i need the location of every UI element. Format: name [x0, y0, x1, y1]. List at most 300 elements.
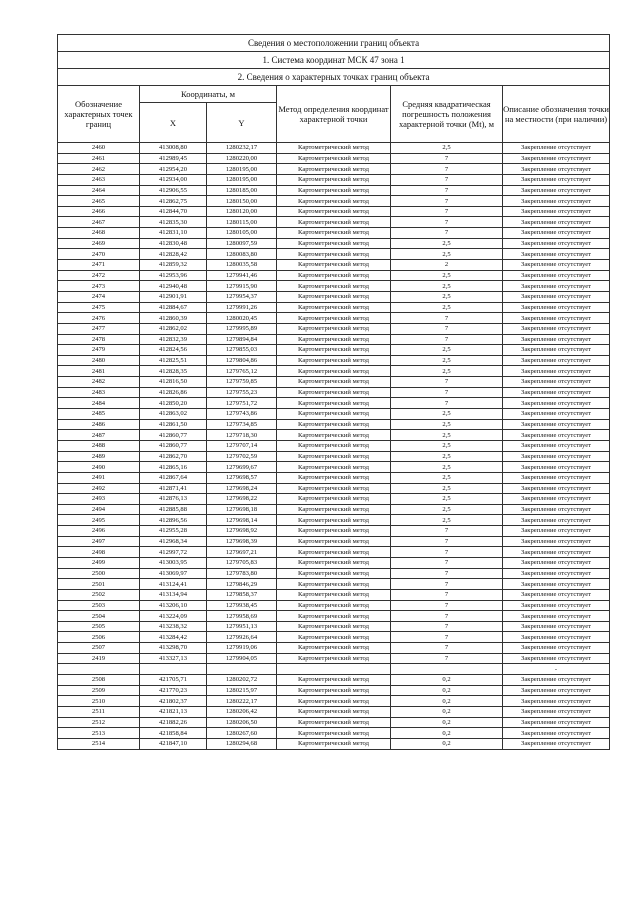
point-id-cell: 2513 [58, 728, 140, 739]
point-id-cell: 2481 [58, 366, 140, 377]
table-row [58, 494, 610, 505]
table-row [58, 217, 610, 228]
accuracy-cell: 2 [391, 260, 503, 271]
table-row [58, 430, 610, 441]
x-coordinate-cell: 421802,37 [140, 696, 207, 707]
x-coordinate-cell: 412968,34 [140, 536, 207, 547]
y-coordinate-cell: 1279941,46 [207, 270, 277, 281]
method-cell: Картометрический метод [277, 153, 391, 164]
point-id-cell: 2488 [58, 440, 140, 451]
accuracy-cell: 7 [391, 643, 503, 654]
accuracy-cell: 2,5 [391, 440, 503, 451]
point-id-cell: 2490 [58, 462, 140, 473]
y-coordinate-cell: 1280202,72 [207, 675, 277, 686]
x-coordinate-cell: 412906,55 [140, 185, 207, 196]
description-cell: Закрепление отсутствует [503, 217, 610, 228]
point-id-cell: 2483 [58, 387, 140, 398]
method-cell: Картометрический метод [277, 281, 391, 292]
x-coordinate-cell: 412861,50 [140, 419, 207, 430]
method-cell: Картометрический метод [277, 355, 391, 366]
description-cell: Закрепление отсутствует [503, 440, 610, 451]
table-row [58, 526, 610, 537]
table-row [58, 621, 610, 632]
point-id-cell: 2491 [58, 472, 140, 483]
table-row [58, 366, 610, 377]
accuracy-cell: 7 [391, 653, 503, 664]
method-cell: Картометрический метод [277, 472, 391, 483]
method-cell: Картометрический метод [277, 185, 391, 196]
description-cell: Закрепление отсутствует [503, 462, 610, 473]
x-coordinate-cell: 412860,77 [140, 440, 207, 451]
description-cell: Закрепление отсутствует [503, 504, 610, 515]
description-cell: Закрепление отсутствует [503, 728, 610, 739]
y-coordinate-cell: 1279697,21 [207, 547, 277, 558]
table-row [58, 664, 610, 675]
table-row [58, 504, 610, 515]
x-coordinate-cell: 413134,94 [140, 589, 207, 600]
method-cell: Картометрический метод [277, 515, 391, 526]
description-cell: Закрепление отсутствует [503, 260, 610, 271]
x-coordinate-cell: 421821,13 [140, 706, 207, 717]
x-coordinate-cell: 412826,86 [140, 387, 207, 398]
y-coordinate-cell: 1280220,00 [207, 153, 277, 164]
y-coordinate-cell [207, 664, 277, 675]
table-row [58, 206, 610, 217]
point-id-cell: 2476 [58, 313, 140, 324]
method-cell: Картометрический метод [277, 717, 391, 728]
table-row [58, 409, 610, 420]
description-cell: Закрепление отсутствует [503, 334, 610, 345]
table-row [58, 515, 610, 526]
method-cell: Картометрический метод [277, 366, 391, 377]
y-coordinate-cell: 1280120,00 [207, 206, 277, 217]
y-coordinate-cell: 1279765,12 [207, 366, 277, 377]
description-cell: Закрепление отсутствует [503, 536, 610, 547]
header-description: Описание обозначения точки на местности (при наличии) [503, 86, 610, 143]
method-cell: Картометрический метод [277, 494, 391, 505]
y-coordinate-cell: 1279951,13 [207, 621, 277, 632]
method-cell: Картометрический метод [277, 440, 391, 451]
description-cell: Закрепление отсутствует [503, 706, 610, 717]
y-coordinate-cell: 1279904,05 [207, 653, 277, 664]
y-coordinate-cell: 1279734,85 [207, 419, 277, 430]
x-coordinate-cell: 413124,41 [140, 579, 207, 590]
x-coordinate-cell: 412830,48 [140, 238, 207, 249]
x-coordinate-cell: 412884,67 [140, 302, 207, 313]
method-cell: Картометрический метод [277, 653, 391, 664]
description-cell: Закрепление отсутствует [503, 143, 610, 154]
accuracy-cell: 0,2 [391, 738, 503, 749]
y-coordinate-cell: 1279958,69 [207, 611, 277, 622]
accuracy-cell: 2,5 [391, 345, 503, 356]
point-id-cell: 2498 [58, 547, 140, 558]
table-row [58, 345, 610, 356]
point-id-cell: 2463 [58, 174, 140, 185]
method-cell: Картометрический метод [277, 579, 391, 590]
table-body [58, 143, 610, 750]
y-coordinate-cell: 1280232,17 [207, 143, 277, 154]
y-coordinate-cell: 1280294,68 [207, 738, 277, 749]
x-coordinate-cell: 412953,96 [140, 270, 207, 281]
y-coordinate-cell: 1279926,64 [207, 632, 277, 643]
accuracy-cell: 7 [391, 536, 503, 547]
point-id-cell: 2487 [58, 430, 140, 441]
method-cell: Картометрический метод [277, 217, 391, 228]
x-coordinate-cell: 412862,02 [140, 323, 207, 334]
x-coordinate-cell: 412862,70 [140, 451, 207, 462]
x-coordinate-cell: 412828,35 [140, 366, 207, 377]
accuracy-cell: 2,5 [391, 451, 503, 462]
x-coordinate-cell: 413284,42 [140, 632, 207, 643]
x-coordinate-cell: 412844,70 [140, 206, 207, 217]
accuracy-cell: 2,5 [391, 238, 503, 249]
description-cell: Закрепление отсутствует [503, 323, 610, 334]
point-id-cell: 2503 [58, 600, 140, 611]
accuracy-cell: 7 [391, 611, 503, 622]
accuracy-cell: 7 [391, 377, 503, 388]
description-cell: Закрепление отсутствует [503, 153, 610, 164]
x-coordinate-cell: 412828,42 [140, 249, 207, 260]
description-cell: Закрепление отсутствует [503, 472, 610, 483]
y-coordinate-cell: 1279702,59 [207, 451, 277, 462]
y-coordinate-cell: 1280195,00 [207, 164, 277, 175]
y-coordinate-cell: 1279858,37 [207, 589, 277, 600]
accuracy-cell: 0,2 [391, 717, 503, 728]
table-row [58, 174, 610, 185]
method-cell: Картометрический метод [277, 706, 391, 717]
method-cell: Картометрический метод [277, 451, 391, 462]
x-coordinate-cell: 412863,02 [140, 409, 207, 420]
y-coordinate-cell: 1280020,45 [207, 313, 277, 324]
method-cell: Картометрический метод [277, 409, 391, 420]
accuracy-cell: 7 [391, 196, 503, 207]
point-id-cell: 2474 [58, 291, 140, 302]
description-cell: Закрепление отсутствует [503, 302, 610, 313]
point-id-cell: 2482 [58, 377, 140, 388]
description-cell: Закрепление отсутствует [503, 387, 610, 398]
accuracy-cell: 0,2 [391, 685, 503, 696]
point-id-cell: 2501 [58, 579, 140, 590]
coordinate-system-title: 1. Система координат МСК 47 зона 1 [58, 52, 610, 69]
method-cell: Картометрический метод [277, 249, 391, 260]
table-row [58, 355, 610, 366]
point-id-cell: 2500 [58, 568, 140, 579]
description-cell: Закрепление отсутствует [503, 228, 610, 239]
x-coordinate-cell: 412954,20 [140, 164, 207, 175]
x-coordinate-cell: 412989,45 [140, 153, 207, 164]
description-cell: Закрепление отсутствует [503, 174, 610, 185]
accuracy-cell: 7 [391, 621, 503, 632]
y-coordinate-cell: 1280105,00 [207, 228, 277, 239]
table-row [58, 472, 610, 483]
table-row [58, 547, 610, 558]
table-row [58, 462, 610, 473]
description-cell: Закрепление отсутствует [503, 419, 610, 430]
table-row [58, 281, 610, 292]
header-accuracy: Средняя квадратическая погрешность положения характерной точки (Mt), м [391, 86, 503, 143]
description-cell: Закрепление отсутствует [503, 568, 610, 579]
point-id-cell: 2478 [58, 334, 140, 345]
table-row [58, 334, 610, 345]
method-cell: Картометрический метод [277, 568, 391, 579]
x-coordinate-cell: 412832,39 [140, 334, 207, 345]
point-id-cell: 2496 [58, 526, 140, 537]
y-coordinate-cell: 1279698,57 [207, 472, 277, 483]
point-id-cell: 2469 [58, 238, 140, 249]
accuracy-cell: 2,5 [391, 419, 503, 430]
table-row [58, 685, 610, 696]
point-id-cell [58, 664, 140, 675]
point-id-cell: 2504 [58, 611, 140, 622]
method-cell: Картометрический метод [277, 228, 391, 239]
accuracy-cell: 7 [391, 589, 503, 600]
description-cell: Закрепление отсутствует [503, 611, 610, 622]
method-cell: Картометрический метод [277, 504, 391, 515]
description-cell: Закрепление отсутствует [503, 185, 610, 196]
accuracy-cell [391, 664, 503, 675]
x-coordinate-cell: 412885,88 [140, 504, 207, 515]
point-id-cell: 2467 [58, 217, 140, 228]
y-coordinate-cell: 1279698,92 [207, 526, 277, 537]
method-cell: Картометрический метод [277, 611, 391, 622]
accuracy-cell: 7 [391, 526, 503, 537]
method-cell: Картометрический метод [277, 174, 391, 185]
x-coordinate-cell: 413206,10 [140, 600, 207, 611]
description-cell: Закрепление отсутствует [503, 270, 610, 281]
y-coordinate-cell: 1280083,80 [207, 249, 277, 260]
x-coordinate-cell: 412835,30 [140, 217, 207, 228]
description-cell: Закрепление отсутствует [503, 206, 610, 217]
method-cell: Картометрический метод [277, 419, 391, 430]
point-id-cell: 2499 [58, 557, 140, 568]
description-cell: Закрепление отсутствует [503, 494, 610, 505]
boundary-document [57, 34, 609, 750]
description-cell: Закрепление отсутствует [503, 345, 610, 356]
point-id-cell: 2510 [58, 696, 140, 707]
description-cell: - [503, 664, 610, 675]
y-coordinate-cell: 1279894,84 [207, 334, 277, 345]
boundary-points-table [57, 34, 610, 750]
table-row [58, 600, 610, 611]
method-cell: Картометрический метод [277, 398, 391, 409]
x-coordinate-cell: 412816,50 [140, 377, 207, 388]
description-cell: Закрепление отсутствует [503, 451, 610, 462]
description-cell: Закрепление отсутствует [503, 164, 610, 175]
table-row [58, 302, 610, 313]
method-cell: Картометрический метод [277, 323, 391, 334]
description-cell: Закрепление отсутствует [503, 355, 610, 366]
method-cell: Картометрический метод [277, 600, 391, 611]
x-coordinate-cell: 412896,56 [140, 515, 207, 526]
y-coordinate-cell: 1279783,80 [207, 568, 277, 579]
table-row [58, 291, 610, 302]
method-cell: Картометрический метод [277, 302, 391, 313]
point-id-cell: 2495 [58, 515, 140, 526]
table-row [58, 675, 610, 686]
accuracy-cell: 7 [391, 547, 503, 558]
point-id-cell: 2460 [58, 143, 140, 154]
x-coordinate-cell: 413238,32 [140, 621, 207, 632]
table-row [58, 440, 610, 451]
x-coordinate-cell: 421858,84 [140, 728, 207, 739]
method-cell: Картометрический метод [277, 685, 391, 696]
point-id-cell: 2471 [58, 260, 140, 271]
x-coordinate-cell: 412860,39 [140, 313, 207, 324]
header-y: Y [207, 103, 277, 143]
method-cell: Картометрический метод [277, 430, 391, 441]
accuracy-cell: 2,5 [391, 291, 503, 302]
point-id-cell: 2485 [58, 409, 140, 420]
table-row [58, 313, 610, 324]
x-coordinate-cell: 412876,13 [140, 494, 207, 505]
accuracy-cell: 7 [391, 557, 503, 568]
y-coordinate-cell: 1279718,30 [207, 430, 277, 441]
point-id-cell: 2461 [58, 153, 140, 164]
point-id-cell: 2419 [58, 653, 140, 664]
description-cell: Закрепление отсутствует [503, 696, 610, 707]
table-row [58, 568, 610, 579]
point-id-cell: 2505 [58, 621, 140, 632]
x-coordinate-cell: 412867,64 [140, 472, 207, 483]
accuracy-cell: 2,5 [391, 302, 503, 313]
method-cell: Картометрический метод [277, 206, 391, 217]
y-coordinate-cell: 1280185,00 [207, 185, 277, 196]
table-row [58, 164, 610, 175]
description-cell: Закрепление отсутствует [503, 291, 610, 302]
y-coordinate-cell: 1279938,45 [207, 600, 277, 611]
y-coordinate-cell: 1279698,39 [207, 536, 277, 547]
method-cell: Картометрический метод [277, 728, 391, 739]
accuracy-cell: 7 [391, 387, 503, 398]
x-coordinate-cell: 413224,09 [140, 611, 207, 622]
accuracy-cell: 7 [391, 398, 503, 409]
y-coordinate-cell: 1279759,85 [207, 377, 277, 388]
x-coordinate-cell: 412824,56 [140, 345, 207, 356]
accuracy-cell: 7 [391, 313, 503, 324]
table-row [58, 228, 610, 239]
point-id-cell: 2494 [58, 504, 140, 515]
point-id-cell: 2493 [58, 494, 140, 505]
method-cell: Картометрический метод [277, 632, 391, 643]
point-id-cell: 2475 [58, 302, 140, 313]
point-id-cell: 2511 [58, 706, 140, 717]
table-row [58, 611, 610, 622]
accuracy-cell: 2,5 [391, 366, 503, 377]
x-coordinate-cell: 421882,26 [140, 717, 207, 728]
description-cell: Закрепление отсутствует [503, 377, 610, 388]
table-row [58, 579, 610, 590]
point-id-cell: 2484 [58, 398, 140, 409]
accuracy-cell: 2,5 [391, 494, 503, 505]
description-cell: Закрепление отсутствует [503, 366, 610, 377]
x-coordinate-cell: 413003,95 [140, 557, 207, 568]
x-coordinate-cell: 412862,75 [140, 196, 207, 207]
y-coordinate-cell: 1280215,97 [207, 685, 277, 696]
description-cell: Закрепление отсутствует [503, 579, 610, 590]
table-row [58, 185, 610, 196]
accuracy-cell: 7 [391, 164, 503, 175]
accuracy-cell: 2,5 [391, 462, 503, 473]
x-coordinate-cell [140, 664, 207, 675]
x-coordinate-cell: 412865,16 [140, 462, 207, 473]
y-coordinate-cell: 1280097,59 [207, 238, 277, 249]
accuracy-cell: 0,2 [391, 706, 503, 717]
point-id-cell: 2468 [58, 228, 140, 239]
y-coordinate-cell: 1280115,00 [207, 217, 277, 228]
description-cell: Закрепление отсутствует [503, 249, 610, 260]
y-coordinate-cell: 1280206,42 [207, 706, 277, 717]
table-row [58, 717, 610, 728]
y-coordinate-cell: 1279707,14 [207, 440, 277, 451]
accuracy-cell: 7 [391, 153, 503, 164]
accuracy-cell: 2,5 [391, 483, 503, 494]
point-id-cell: 2473 [58, 281, 140, 292]
x-coordinate-cell: 412859,32 [140, 260, 207, 271]
x-coordinate-cell: 421770,23 [140, 685, 207, 696]
x-coordinate-cell: 413008,80 [140, 143, 207, 154]
table-row [58, 536, 610, 547]
accuracy-cell: 2,5 [391, 281, 503, 292]
accuracy-cell: 7 [391, 334, 503, 345]
table-row [58, 643, 610, 654]
accuracy-cell: 2,5 [391, 249, 503, 260]
y-coordinate-cell: 1279698,22 [207, 494, 277, 505]
x-coordinate-cell: 412901,91 [140, 291, 207, 302]
accuracy-cell: 0,2 [391, 696, 503, 707]
table-row [58, 249, 610, 260]
method-cell: Картометрический метод [277, 675, 391, 686]
point-id-cell: 2465 [58, 196, 140, 207]
header-method: Метод определения координат характерной точки [277, 86, 391, 143]
x-coordinate-cell: 421847,10 [140, 738, 207, 749]
y-coordinate-cell: 1279995,89 [207, 323, 277, 334]
method-cell: Картометрический метод [277, 738, 391, 749]
point-id-cell: 2470 [58, 249, 140, 260]
method-cell: Картометрический метод [277, 483, 391, 494]
point-id-cell: 2477 [58, 323, 140, 334]
description-cell: Закрепление отсутствует [503, 238, 610, 249]
header-point-designation: Обозначение характерных точек границ [58, 86, 140, 143]
accuracy-cell: 2,5 [391, 270, 503, 281]
description-cell: Закрепление отсутствует [503, 738, 610, 749]
description-cell: Закрепление отсутствует [503, 547, 610, 558]
y-coordinate-cell: 1279698,24 [207, 483, 277, 494]
y-coordinate-cell: 1279915,90 [207, 281, 277, 292]
x-coordinate-cell: 412955,28 [140, 526, 207, 537]
table-row [58, 398, 610, 409]
method-cell: Картометрический метод [277, 196, 391, 207]
table-row [58, 323, 610, 334]
description-cell: Закрепление отсутствует [503, 526, 610, 537]
description-cell: Закрепление отсутствует [503, 557, 610, 568]
y-coordinate-cell: 1280222,17 [207, 696, 277, 707]
table-row [58, 738, 610, 749]
description-cell: Закрепление отсутствует [503, 515, 610, 526]
y-coordinate-cell: 1280206,50 [207, 717, 277, 728]
x-coordinate-cell: 421705,71 [140, 675, 207, 686]
x-coordinate-cell: 412934,00 [140, 174, 207, 185]
y-coordinate-cell: 1279743,86 [207, 409, 277, 420]
table-row [58, 387, 610, 398]
table-row [58, 419, 610, 430]
description-cell: Закрепление отсутствует [503, 483, 610, 494]
method-cell [277, 664, 391, 675]
accuracy-cell: 2,5 [391, 355, 503, 366]
y-coordinate-cell: 1279919,06 [207, 643, 277, 654]
x-coordinate-cell: 413298,70 [140, 643, 207, 654]
description-cell: Закрепление отсутствует [503, 600, 610, 611]
method-cell: Картометрический метод [277, 589, 391, 600]
